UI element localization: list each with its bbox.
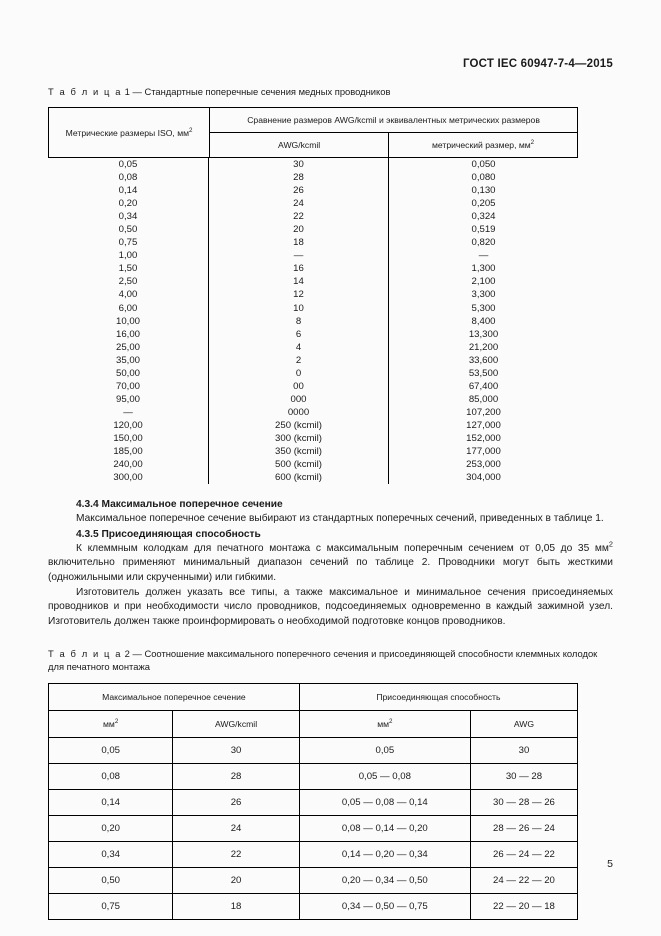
table1-cell: 0,050 (388, 158, 578, 171)
table1-cell: 18 (208, 236, 388, 249)
table-row (49, 790, 578, 816)
table1-standard-cross-sections (48, 107, 578, 158)
table2-cell: 0,05 (299, 738, 470, 764)
table1-cell: 0,75 (118, 237, 138, 249)
table1-cell: 107,200 (388, 406, 578, 419)
table1-cell: 30 (208, 158, 388, 171)
table1-cell: 185,00 (113, 446, 143, 458)
table2-cell: 22 — 20 — 18 (470, 894, 577, 920)
table1-cell: 22 (208, 210, 388, 223)
section-4-3-5-body-1-part1: К клеммным колодкам для печатного монтажа с максимальным поперечным сечением от 0,05 до 35 мм (76, 542, 609, 554)
table1-cell: 0,820 (388, 236, 578, 249)
table2-cell: 26 — 24 — 22 (470, 842, 577, 868)
table2-cell: 24 — 22 — 20 (470, 868, 577, 894)
table2-cross-section-vs-capacity (48, 683, 578, 920)
table2-cell: 0,14 — 0,20 — 0,34 (299, 842, 470, 868)
section-4-3-4-body: Максимальное поперечное сечение выбирают из стандартных поперечных сечений, приведенных в таблице 1. (76, 513, 604, 525)
table2-cell: 26 (173, 790, 299, 816)
table1-cell: 8 (208, 315, 388, 328)
table1-cell: 150,00 (113, 432, 143, 444)
table1-cell: 00 (208, 380, 388, 393)
table1-cell: 253,000 (388, 458, 578, 471)
table2-cell: 0,20 — 0,34 — 0,50 (299, 868, 470, 894)
table2-header-mm2-capacity-label: мм (377, 719, 390, 730)
table1-cell: 95,00 (115, 393, 140, 405)
table2-head (49, 684, 578, 738)
table1-cell: 120,00 (113, 419, 143, 431)
section-4-3-5-title: 4.3.5 Присоединяющая способность (76, 528, 261, 540)
table-row (49, 842, 578, 868)
table1-cell: 1,50 (118, 263, 138, 275)
table2-header-mm2-capacity-sup: 2 (389, 718, 393, 726)
table1-cell: 4,00 (118, 289, 138, 301)
table1-cell: 300,00 (113, 472, 143, 484)
table2-header-mm2-max (49, 711, 173, 738)
table1-cell: 0,05 (118, 159, 138, 170)
table2-cell: 0,05 — 0,08 (299, 764, 470, 790)
table2-caption-number: 2 (124, 648, 130, 660)
table2-cell: 28 — 26 — 24 (470, 816, 577, 842)
table1-caption (48, 85, 613, 98)
table2-header-group-max-cross-section: Максимальное поперечное сечение (49, 684, 300, 711)
table2-cell: 18 (173, 894, 299, 920)
table2-cell: 0,08 (49, 764, 173, 790)
table2-header-mm2-max-sup: 2 (114, 718, 119, 726)
table1-cell: 8,400 (388, 315, 578, 328)
table1-cell: — (388, 249, 578, 262)
table1-header-iso-metric-label: Метрические размеры ISO, мм (65, 127, 190, 138)
table1-cell: 0,34 (118, 211, 138, 223)
table2-cell: 0,50 (49, 868, 173, 894)
table-row (49, 868, 578, 894)
table1-cell: 14 (208, 275, 388, 288)
table1-cell: 2 (208, 354, 388, 367)
table1-cell: 500 (kcmil) (208, 458, 388, 471)
table2-cell: 28 (173, 764, 299, 790)
table-row (49, 894, 578, 920)
table1-cell: 16 (208, 262, 388, 275)
table1-header-row-1 (49, 108, 578, 133)
table1-cell: 0,08 (118, 172, 138, 184)
table2-cell: 0,34 — 0,50 — 0,75 (299, 894, 470, 920)
table1-data-grid (48, 158, 578, 484)
table1-cell: 16,00 (115, 328, 140, 340)
page-content (48, 0, 613, 920)
table2-cell: 22 (173, 842, 299, 868)
table1-cell: 85,000 (388, 393, 578, 406)
table1-cell: 2,100 (388, 275, 578, 288)
table-row (49, 738, 578, 764)
table1-cell: 67,400 (388, 380, 578, 393)
table1-cell: 1,300 (388, 262, 578, 275)
table1-cell: 0,324 (388, 210, 578, 223)
table2-header-mm2-max-label: мм (103, 719, 115, 730)
table2-cell: 30 (470, 738, 577, 764)
table1-header-awg-kcmil: AWG/kcmil (210, 133, 389, 158)
table2-cell: 0,34 (49, 842, 173, 868)
table1-cell: 152,000 (388, 432, 578, 445)
table1-header-metric-size (389, 133, 578, 158)
table2-cell: 24 (173, 816, 299, 842)
table1-cell: 000 (208, 393, 388, 406)
table1-header-awg-group: Сравнение размеров AWG/kcmil и эквивалентных метрических размеров (210, 108, 578, 133)
table2-header-mm2-capacity (299, 711, 470, 738)
table1-cell: 28 (208, 171, 388, 184)
table1-cell: 70,00 (115, 380, 140, 392)
table1-cell: 25,00 (115, 341, 140, 353)
table1-cell: 6,00 (118, 302, 138, 314)
table2-cell: 0,08 — 0,14 — 0,20 (299, 816, 470, 842)
table1-cell: 3,300 (388, 288, 578, 301)
table1-cell: 250 (kcmil) (208, 419, 388, 432)
table1-cell: 0,130 (388, 184, 578, 197)
table1-cell: 20 (208, 223, 388, 236)
table2-body (49, 738, 578, 920)
table1-cell: 0,519 (388, 223, 578, 236)
table1-cell: 0 (208, 367, 388, 380)
table1-cell: 12 (208, 288, 388, 301)
table1-cell: 21,200 (388, 341, 578, 354)
table1-body (48, 158, 578, 484)
table1-cell: 33,600 (388, 354, 578, 367)
table1-cell: 4 (208, 341, 388, 354)
page-number: 5 (607, 858, 613, 870)
table1-header-iso-metric (49, 108, 210, 158)
table1-caption-label: Т а б л и ц а (48, 86, 123, 97)
table2-cell: 30 — 28 (470, 764, 577, 790)
table2-cell: 0,05 — 0,08 — 0,14 (299, 790, 470, 816)
table2-cell: 0,14 (49, 790, 173, 816)
table1-cell: 304,000 (388, 471, 578, 484)
table2-caption-label: Т а б л и ц а (48, 648, 123, 660)
table-row (49, 764, 578, 790)
table1-cell: 10 (208, 302, 388, 315)
table2-cell: 30 (173, 738, 299, 764)
table1-cell: — (123, 406, 133, 418)
document-header-standard-number: ГОСТ IEC 60947-7-4—2015 (462, 58, 613, 70)
table1-cell: 13,300 (388, 328, 578, 341)
table1-header-metric-size-label: метрический размер, мм (431, 140, 531, 150)
table1-cell: 35,00 (115, 354, 140, 366)
section-4-3-5-body-1-sup: 2 (608, 539, 613, 549)
table1-header-metric-size-sup: 2 (530, 139, 535, 147)
table1-cell: 6 (208, 328, 388, 341)
table1-cell: 600 (kcmil) (208, 471, 388, 484)
table1-cell: 1,00 (118, 250, 138, 262)
table1-caption-text: — Стандартные поперечные сечения медных проводников (132, 86, 391, 97)
table1-caption-number: 1 (124, 86, 130, 97)
table2-cell: 0,20 (49, 816, 173, 842)
table2-header-group-connecting-capacity: Присоединяющая способность (299, 684, 577, 711)
table1-cell: 0000 (208, 406, 388, 419)
table1-cell: 24 (208, 197, 388, 210)
table1-cell: 127,000 (388, 419, 578, 432)
table1-cell: 50,00 (115, 367, 140, 379)
table1-cell: 350 (kcmil) (208, 445, 388, 458)
table2-cell: 30 — 28 — 26 (470, 790, 577, 816)
table2-cell: 0,75 (49, 894, 173, 920)
table1-cell: 0,14 (118, 185, 138, 197)
table1-cell: 300 (kcmil) (208, 432, 388, 445)
table1-cell: 2,50 (118, 276, 138, 288)
table1-cell: 0,50 (118, 224, 138, 236)
table2-caption-text: — Соотношение максимального поперечного сечения и присоединяющей способности клеммных колодок для печатного монтажа (48, 648, 598, 673)
table2-caption (48, 647, 613, 673)
table1-cell: 177,000 (388, 445, 578, 458)
table2-header-row-2 (49, 711, 578, 738)
table1-cell: 26 (208, 184, 388, 197)
table2-cell: 0,05 (49, 738, 173, 764)
table1-cell: 240,00 (113, 459, 143, 471)
table1-cell: — (208, 249, 388, 262)
table-row (49, 816, 578, 842)
table2-header-awg: AWG (470, 711, 577, 738)
section-4-3-5-body-1 (48, 539, 613, 586)
table1-cell: 10,00 (115, 315, 140, 327)
table1-cell: 0,20 (118, 198, 138, 210)
table1-cell: 0,080 (388, 171, 578, 184)
section-4-3-5-body-1-part2: включительно применяют минимальный диапазон сечений по таблице 2. Проводники могут быть жесткими (одножильными или скрученными) или гибкими. (48, 557, 613, 583)
table1-header-iso-metric-sup: 2 (189, 126, 193, 134)
table1-cell: 0,205 (388, 197, 578, 210)
table1-cell: 5,300 (388, 302, 578, 315)
section-4-3-4-title: 4.3.4 Максимальное поперечное сечение (76, 499, 283, 511)
table2-header-row-1 (49, 684, 578, 711)
table2-header-awg-kcmil: AWG/kcmil (173, 711, 299, 738)
table1-cell: 53,500 (388, 367, 578, 380)
section-4-3-5-body-2: Изготовитель должен указать все типы, а также максимальное и минимальное сечения присоединяемых проводников и при необходимости число проводников, подсоединяемых одновременно в каждый зажимной узел. Изготовитель должен также проинформировать о необходимой подготовке концов проводников. (48, 586, 613, 627)
table2-cell: 20 (173, 868, 299, 894)
